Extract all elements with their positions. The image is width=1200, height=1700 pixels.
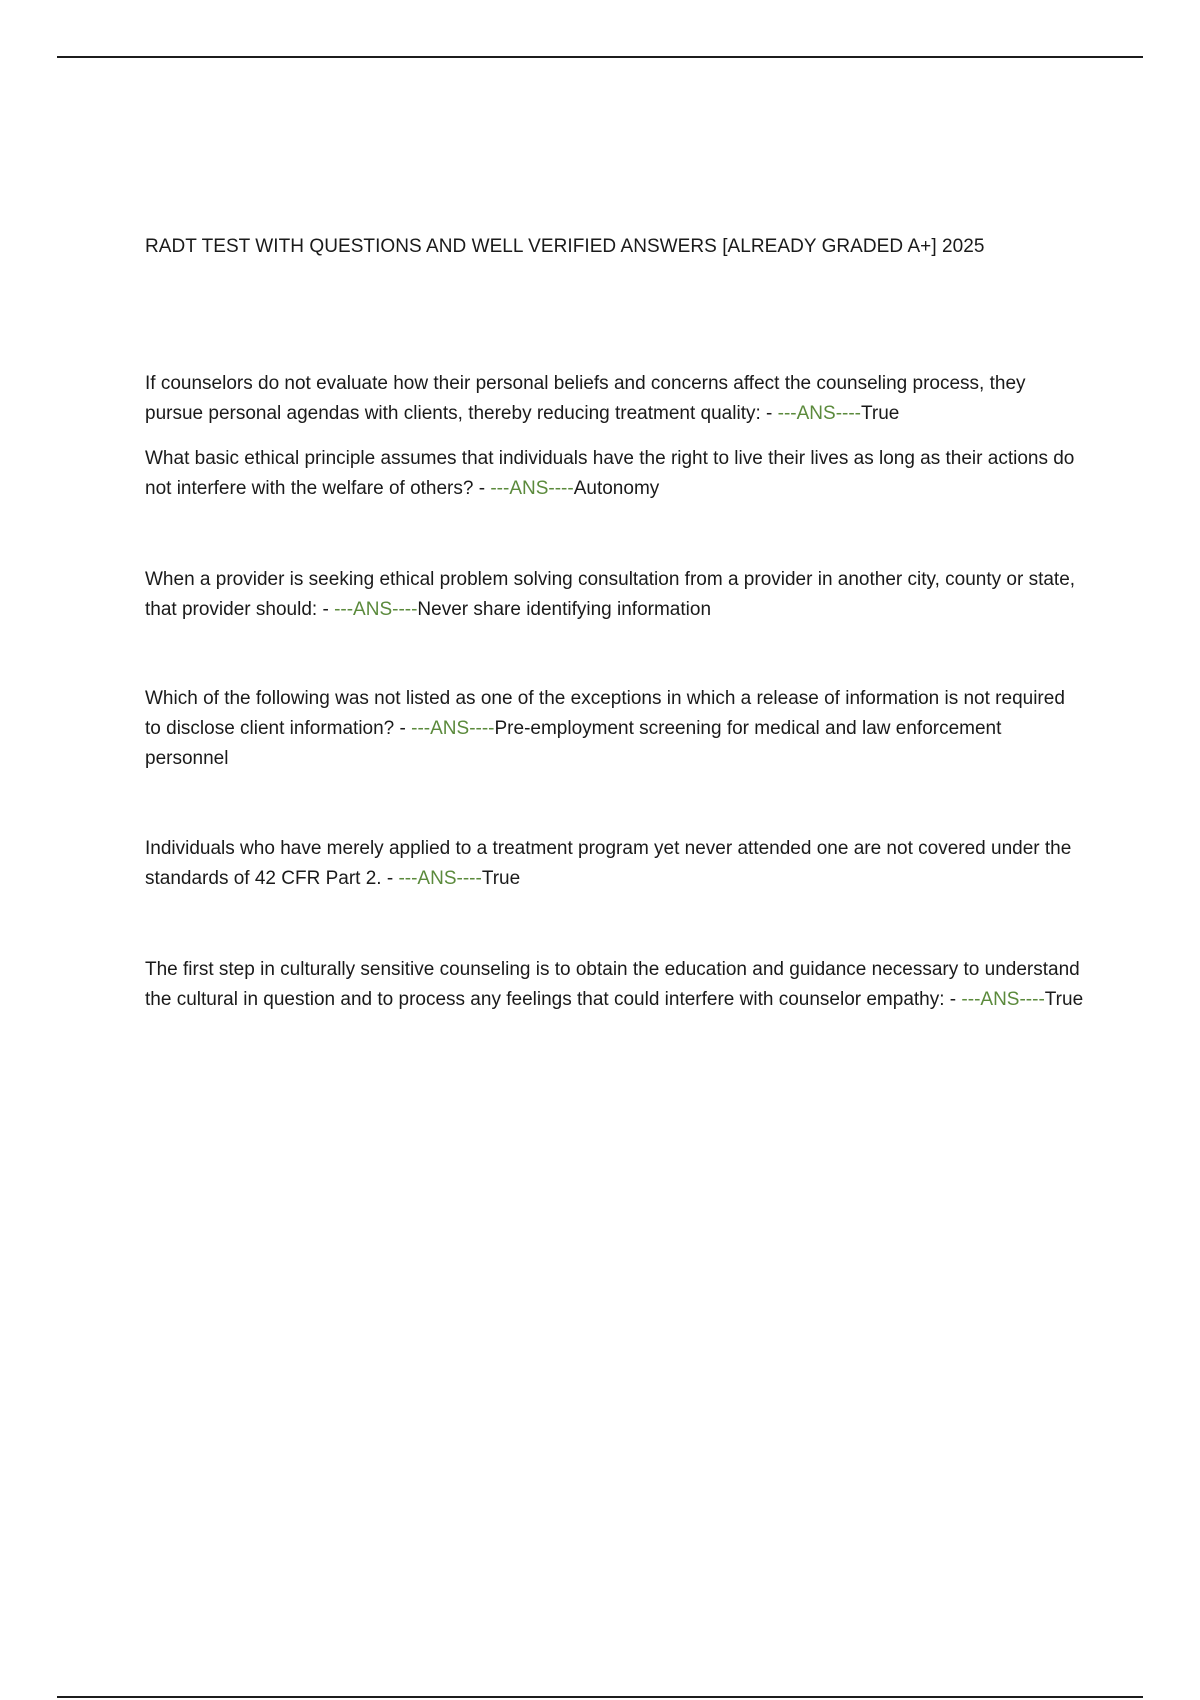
question-text: Which of the following was not listed as one of the exceptions in which a release of information is not required to disclose client information? [145,688,1065,739]
header-rule [57,56,1143,58]
question-text: What basic ethical principle assumes that individuals have the right to live their lives as long as their actions do not interfere with the welfare of others? [145,448,1075,499]
separator: - [394,718,412,739]
answer-marker: ---ANS---- [411,718,495,739]
answer-marker: ---ANS---- [334,599,418,620]
question-text: If counselors do not evaluate how their personal beliefs and concerns affect the counseling process, they pursue personal agendas with clients, thereby reducing treatment quality: [145,373,1026,424]
document-title: RADT TEST WITH QUESTIONS AND WELL VERIFIED ANSWERS [ALREADY GRADED A+] 2025 [145,236,985,257]
qa-item [145,369,1085,429]
answer-text: Never share identifying information [417,599,712,620]
question-text: The first step in culturally sensitive counseling is to obtain the education and guidance necessary to understand the cultural in question and to process any feelings that could interfere with counselor empathy: [145,959,1080,1010]
answer-text: True [1044,989,1084,1010]
separator: - [381,868,399,889]
qa-item [145,684,1085,774]
qa-item [145,444,1085,504]
qa-item [145,955,1085,1015]
answer-marker: ---ANS---- [398,868,482,889]
qa-item [145,565,1085,625]
separator: - [944,989,962,1010]
separator: - [317,599,335,620]
answer-text: True [481,868,521,889]
question-text: When a provider is seeking ethical problem solving consultation from a provider in another city, county or state, that provider should: [145,569,1076,620]
answer-marker: ---ANS---- [777,403,861,424]
footer-rule [57,1696,1143,1698]
question-text: Individuals who have merely applied to a treatment program yet never attended one are not covered under the standards of 42 CFR Part 2. [145,838,1072,889]
qa-item [145,834,1085,894]
answer-text: Autonomy [573,478,660,499]
separator: - [760,403,778,424]
separator: - [473,478,491,499]
answer-text: True [861,403,900,424]
answer-marker: ---ANS---- [961,989,1045,1010]
answer-text: Pre-employment screening for medical and law enforcement personnel [145,718,1002,769]
answer-marker: ---ANS---- [490,478,574,499]
